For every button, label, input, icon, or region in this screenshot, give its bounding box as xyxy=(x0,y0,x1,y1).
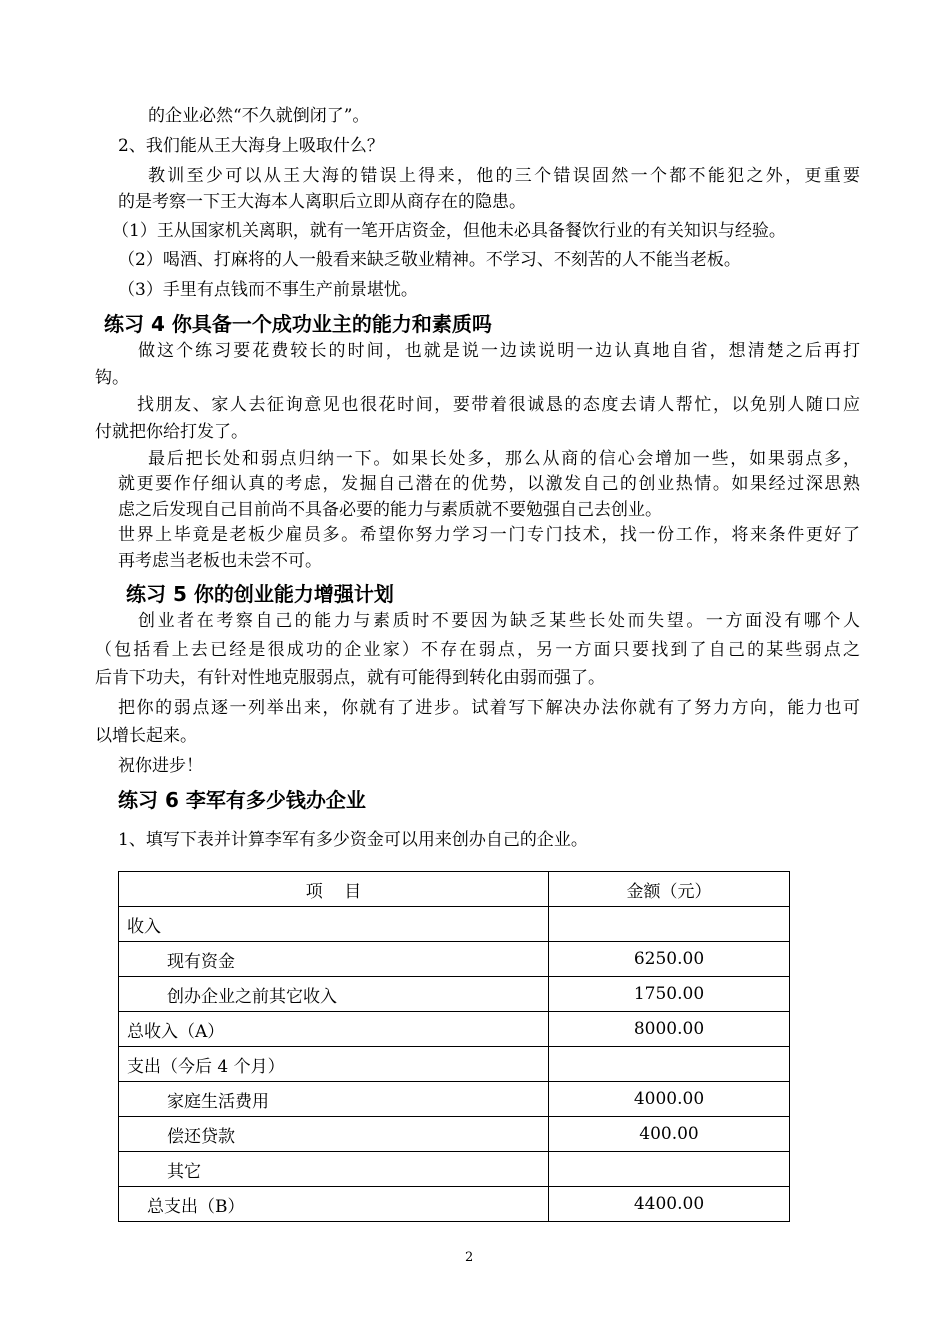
paragraph-line: 祝你进步！ xyxy=(118,756,203,776)
table-row xyxy=(119,977,790,1012)
row-amount xyxy=(549,907,790,942)
row-label: 总收入（A） xyxy=(119,1012,549,1047)
row-amount: 4400.00 xyxy=(549,1187,790,1222)
paragraph-line: 付就把你给打发了。 xyxy=(95,422,248,442)
paragraph-line: 钩。 xyxy=(95,368,129,388)
row-amount: 4000.00 xyxy=(549,1082,790,1117)
paragraph-line: 再考虑当老板也未尝不可。 xyxy=(118,551,322,571)
row-label: 偿还贷款 xyxy=(119,1117,549,1152)
paragraph-line: 后肯下功夫，有针对性地克服弱点，就有可能得到转化由弱而强了。 xyxy=(95,668,605,688)
paragraph-line: 的是考察一下王大海本人离职后立即从商存在的隐患。 xyxy=(118,192,526,212)
row-label: 现有资金 xyxy=(119,942,549,977)
row-label: 总支出（B） xyxy=(119,1187,549,1222)
list-item: （1）王从国家机关离职，就有一笔开店资金，但他未必具备餐饮行业的有关知识与经验。 xyxy=(112,221,786,241)
row-amount: 8000.00 xyxy=(549,1012,790,1047)
row-amount xyxy=(549,1047,790,1082)
paragraph-line: 以增长起来。 xyxy=(95,726,197,746)
row-amount: 400.00 xyxy=(549,1117,790,1152)
row-amount: 1750.00 xyxy=(549,977,790,1012)
paragraph-line: （包括看上去已经是很成功的企业家）不存在弱点，另一方面只要找到了自己的某些弱点之 xyxy=(95,640,860,660)
row-label: 创办企业之前其它收入 xyxy=(119,977,549,1012)
exercise-5-title: 练习 5 你的创业能力增强计划 xyxy=(126,582,394,606)
paragraph-line: 世界上毕竟是老板少雇员多。希望你努力学习一门专门技术，找一份工作，将来条件更好了 xyxy=(118,525,860,545)
row-amount: 6250.00 xyxy=(549,942,790,977)
row-label: 收入 xyxy=(119,907,549,942)
table-row xyxy=(119,1047,790,1082)
paragraph-line: 的企业必然“不久就倒闭了”。 xyxy=(148,106,370,126)
funds-table xyxy=(118,871,790,1222)
row-label: 支出（今后 4 个月） xyxy=(119,1047,549,1082)
exercise-6-intro: 1、填写下表并计算李军有多少资金可以用来创办自己的企业。 xyxy=(118,830,588,850)
paragraph-line: 教训至少可以从王大海的错误上得来，他的三个错误固然一个都不能犯之外，更重要 xyxy=(148,166,860,186)
paragraph-line: 就更要作仔细认真的考虑，发掘自己潜在的优势，以激发自己的创业热情。如果经过深思熟 xyxy=(118,474,860,494)
table-row xyxy=(119,1117,790,1152)
row-label: 其它 xyxy=(119,1152,549,1187)
row-label: 家庭生活费用 xyxy=(119,1082,549,1117)
paragraph-line: 找朋友、家人去征询意见也很花时间，要带着很诚恳的态度去请人帮忙，以免别人随口应 xyxy=(137,395,860,415)
paragraph-line: 把你的弱点逐一列举出来，你就有了进步。试着写下解决办法你就有了努力方向，能力也可 xyxy=(118,698,860,718)
page-number: 2 xyxy=(465,1250,474,1265)
paragraph-line: 最后把长处和弱点归纳一下。如果长处多，那么从商的信心会增加一些，如果弱点多， xyxy=(148,449,860,469)
paragraph-line: 做这个练习要花费较长的时间，也就是说一边读说明一边认真地自省，想清楚之后再打 xyxy=(138,341,860,361)
list-item: （3）手里有点钱而不事生产前景堪忧。 xyxy=(118,280,418,300)
exercise-4-title: 练习 4 你具备一个成功业主的能力和素质吗 xyxy=(104,312,492,336)
item-column-header: 项 目 xyxy=(119,872,549,907)
table-row xyxy=(119,1152,790,1187)
table-row xyxy=(119,942,790,977)
table-row xyxy=(119,1187,790,1222)
paragraph-line: 创业者在考察自己的能力与素质时不要因为缺乏某些长处而失望。一方面没有哪个人 xyxy=(138,611,860,631)
table-row xyxy=(119,1082,790,1117)
paragraph-line: 虑之后发现自己目前尚不具备必要的能力与素质就不要勉强自己去创业。 xyxy=(118,500,662,520)
row-amount xyxy=(549,1152,790,1187)
table-header-row xyxy=(119,872,790,907)
amount-column-header: 金额（元） xyxy=(549,872,790,907)
list-item: （2）喝酒、打麻将的人一般看来缺乏敬业精神。不学习、不刻苦的人不能当老板。 xyxy=(118,250,741,270)
exercise-6-title: 练习 6 李军有多少钱办企业 xyxy=(118,788,366,812)
question-2: 2、我们能从王大海身上吸取什么？ xyxy=(118,136,384,156)
table-row xyxy=(119,907,790,942)
table-row xyxy=(119,1012,790,1047)
